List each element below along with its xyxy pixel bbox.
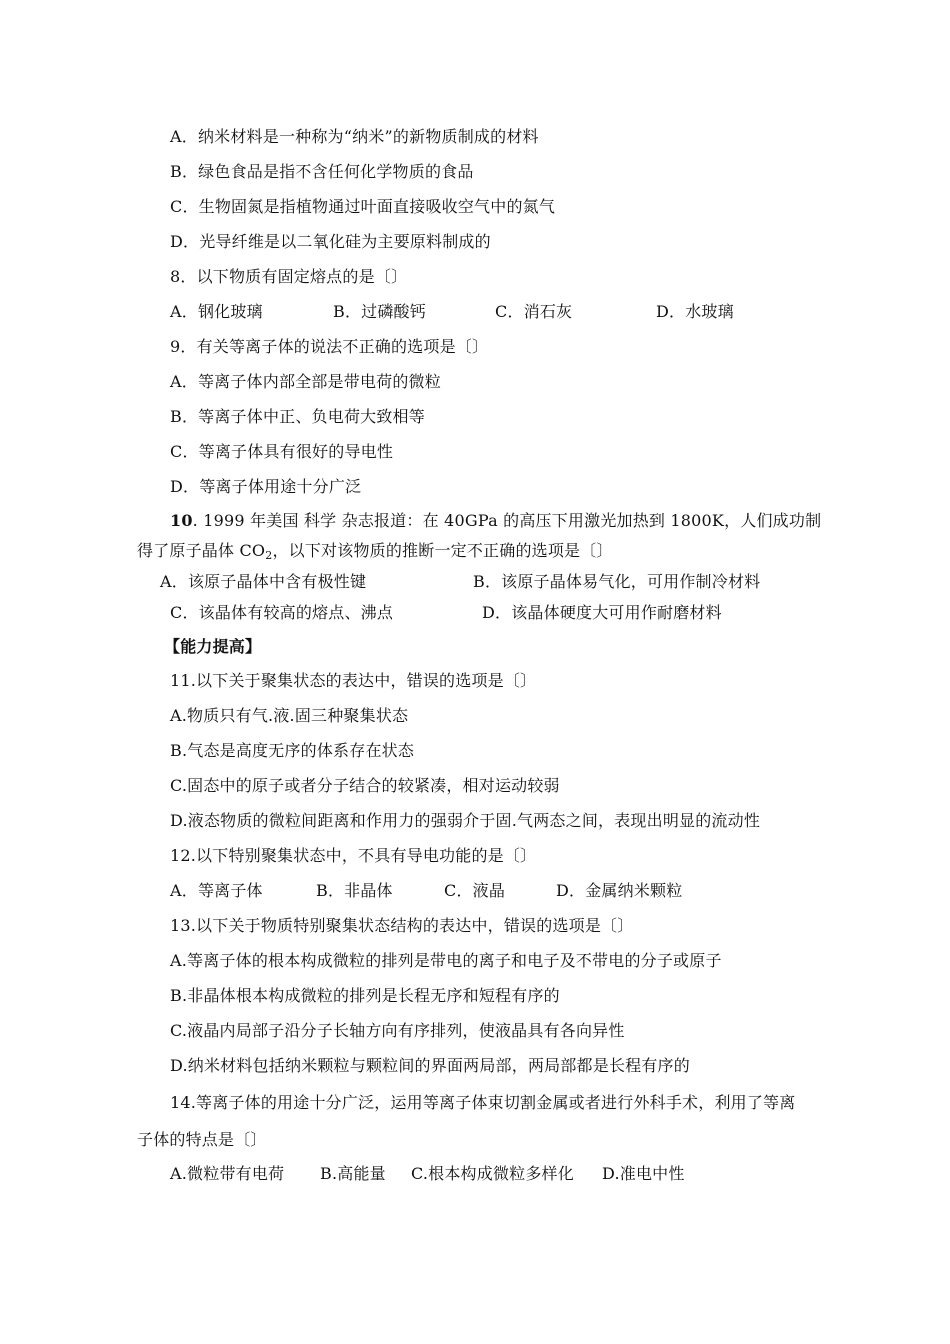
q9-option-c: C．等离子体具有很好的导电性	[170, 442, 394, 461]
q8-option-a: A．钢化玻璃	[170, 302, 263, 321]
q10-option-d: D．该晶体硬度大可用作耐磨材料	[482, 603, 722, 622]
q14-option-d: D.准电中性	[602, 1164, 685, 1183]
q14-stem-line1: 14.等离子体的用途十分广泛，运用等离子体束切割金属或者进行外科手术，利用了等离	[170, 1093, 796, 1112]
q7-option-a: A．纳米材料是一种称为“纳米”的新物质制成的材料	[170, 127, 539, 146]
q12-option-c: C．液晶	[444, 881, 506, 900]
q8-option-b: B．过磷酸钙	[333, 302, 426, 321]
section-heading: 【能力提高】	[164, 637, 262, 656]
q9-option-d: D．等离子体用途十分广泛	[170, 477, 362, 496]
q14-stem-line2: 子体的特点是〔〕	[137, 1130, 267, 1149]
q12-option-b: B．非晶体	[316, 881, 393, 900]
q8-option-d: D．水玻璃	[656, 302, 734, 321]
q11-option-b: B.气态是高度无序的体系存在状态	[170, 741, 415, 760]
q10-stem-line2-tail: ，以下对该物质的推断一定不正确的选项是〔〕	[272, 541, 613, 560]
q11-option-c: C.固态中的原子或者分子结合的较紧凑，相对运动较弱	[170, 776, 560, 795]
co2-subscript: 2	[265, 549, 273, 562]
q10-number: 10	[170, 511, 193, 530]
q13-option-b: B.非晶体根本构成微粒的排列是长程无序和短程有序的	[170, 986, 560, 1005]
q14-option-a: A.微粒带有电荷	[170, 1164, 285, 1183]
q8-option-c: C．消石灰	[495, 302, 573, 321]
q13-option-a: A.等离子体的根本构成微粒的排列是带电的离子和电子及不带电的分子或原子	[170, 951, 722, 970]
q12-option-a: A．等离子体	[170, 881, 263, 900]
q12-option-d: D．金属纳米颗粒	[556, 881, 683, 900]
q7-option-c: C．生物固氮是指植物通过叶面直接吸收空气中的氮气	[170, 197, 556, 216]
q9-option-a: A．等离子体内部全部是带电荷的微粒	[170, 372, 441, 391]
q14-option-b: B.高能量	[320, 1164, 386, 1183]
q11-stem: 11.以下关于聚集状态的表达中，错误的选项是〔〕	[170, 671, 537, 690]
q10-option-c: C．该晶体有较高的熔点、沸点	[170, 603, 394, 622]
q10-option-a: A．该原子晶体中含有极性键	[160, 572, 367, 591]
q7-option-d: D．光导纤维是以二氧化硅为主要原料制成的	[170, 232, 491, 251]
q10-stem-line1	[170, 511, 821, 531]
q10-stem-line2-text: 得了原子晶体 CO	[137, 541, 266, 560]
q10-stem-line1-text: . 1999 年美国 科学 杂志报道：在 40GPa 的高压下用激光加热到 1800K，人们成功制	[192, 511, 822, 530]
q10-stem-line2	[137, 541, 613, 561]
q11-option-d: D.液态物质的微粒间距离和作用力的强弱介于固.气两态之间，表现出明显的流动性	[170, 811, 761, 830]
q9-stem: 9．有关等离子体的说法不正确的选项是〔〕	[170, 337, 489, 356]
q14-option-c: C.根本构成微粒多样化	[411, 1164, 574, 1183]
q12-stem: 12.以下特别聚集状态中，不具有导电功能的是〔〕	[170, 846, 537, 865]
q13-option-d: D.纳米材料包括纳米颗粒与颗粒间的界面两局部，两局部都是长程有序的	[170, 1056, 690, 1075]
q13-stem: 13.以下关于物质特别聚集状态结构的表达中，错误的选项是〔〕	[170, 916, 634, 935]
q7-option-b: B．绿色食品是指不含任何化学物质的食品	[170, 162, 474, 181]
q9-option-b: B．等离子体中正、负电荷大致相等	[170, 407, 425, 426]
q8-stem: 8．以下物质有固定熔点的是〔〕	[170, 267, 408, 286]
q10-option-b: B．该原子晶体易气化，可用作制冷材料	[473, 572, 761, 591]
q11-option-a: A.物质只有气.液.固三种聚集状态	[170, 706, 409, 725]
q13-option-c: C.液晶内局部子沿分子长轴方向有序排列，使液晶具有各向异性	[170, 1021, 625, 1040]
